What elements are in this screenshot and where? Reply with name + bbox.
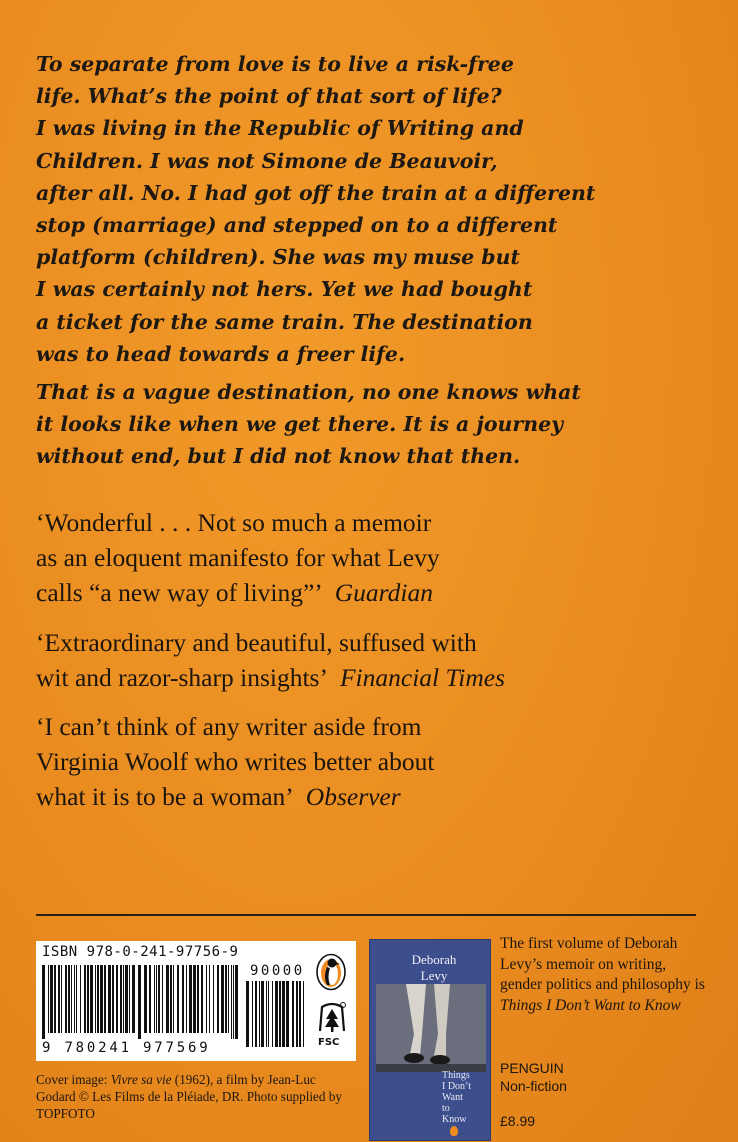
- review-financial-times: [36, 625, 636, 695]
- barcode-bar: [84, 965, 86, 1033]
- thumbnail-title-line: Know: [442, 1114, 467, 1125]
- review-line: what it is to be a woman’: [36, 782, 294, 811]
- cover-credits: [36, 1071, 356, 1123]
- excerpt-line: a ticket for the same train. The destination: [36, 309, 533, 334]
- barcode-bar: [54, 965, 56, 1033]
- barcode-bar: [120, 965, 122, 1033]
- credits-prefix: Cover image:: [36, 1072, 111, 1087]
- excerpt-line: without end, but I did not know that then.: [36, 444, 521, 469]
- blurb: [500, 934, 710, 1016]
- barcode-bar: [68, 965, 70, 1033]
- barcode-bar: [58, 965, 60, 1033]
- barcode-bar: [90, 965, 93, 1033]
- barcode-bar: [95, 965, 96, 1033]
- thumbnail-penguin-icon: [450, 1126, 458, 1136]
- review-line: Virginia Woolf who writes better about: [36, 747, 435, 776]
- barcode-bar: [221, 965, 224, 1033]
- review-line: wit and razor-sharp insights’: [36, 663, 328, 692]
- divider-rule: [36, 914, 696, 916]
- barcode-bar: [268, 981, 269, 1047]
- barcode-bar: [272, 981, 273, 1047]
- barcode-bar: [108, 965, 111, 1033]
- excerpt-paragraph-2: [36, 376, 596, 473]
- barcode-bar: [61, 965, 62, 1033]
- barcode-bar: [231, 965, 232, 1039]
- barcode-bar: [292, 981, 294, 1047]
- thumbnail-author-line: Levy: [420, 968, 448, 983]
- barcode-bar: [123, 965, 124, 1033]
- barcode-bar: [286, 981, 289, 1047]
- excerpt-line: I was living in the Republic of Writing and: [36, 116, 524, 141]
- barcode-bar: [50, 965, 53, 1033]
- barcode-bar: [193, 965, 196, 1033]
- barcode-bar: [116, 965, 118, 1033]
- thumbnail-author-line: Deborah: [411, 952, 457, 967]
- legs-photo-icon: [376, 984, 486, 1072]
- barcode-bar: [170, 965, 172, 1033]
- barcode-bar: [246, 981, 249, 1047]
- review-line-last: [36, 575, 636, 610]
- barcode-panel: [36, 941, 356, 1061]
- review-line: ‘I can’t think of any writer aside from: [36, 712, 422, 741]
- barcode-bar: [213, 965, 214, 1033]
- review-source: Guardian: [334, 578, 433, 607]
- blurb-book-title: Things I Don’t Want to Know: [500, 996, 681, 1014]
- barcode-bar: [149, 965, 151, 1033]
- barcode-main-icon: [42, 965, 238, 1039]
- barcode-bar: [156, 965, 157, 1033]
- barcode-bar: [259, 981, 260, 1047]
- barcode-bar: [100, 965, 103, 1033]
- review-line: calls “a new way of living”’: [36, 578, 323, 607]
- barcode-bar: [217, 965, 219, 1033]
- barcode-bar: [182, 965, 184, 1033]
- barcode-bar: [48, 965, 49, 1033]
- barcode-bar: [209, 965, 210, 1033]
- barcode-bar: [65, 965, 67, 1033]
- review-guardian: [36, 505, 636, 610]
- review-line-last: [36, 779, 636, 814]
- barcode-bar: [132, 965, 135, 1033]
- review-line: ‘Wonderful . . . Not so much a memoir: [36, 508, 432, 537]
- barcode-addon-icon: [246, 981, 308, 1047]
- barcode-bar: [104, 965, 106, 1033]
- barcode-bar: [261, 981, 264, 1047]
- review-source: Financial Times: [339, 663, 506, 692]
- barcode-digits: 9 780241 977569: [42, 1040, 211, 1056]
- barcode-bar: [296, 981, 298, 1047]
- credits-rest: (1962), a film by Jean-Luc Godard © Les Films de la Pléiade, DR. Photo supplied by TOPFOTO: [36, 1072, 342, 1122]
- barcode-bar: [252, 981, 253, 1047]
- barcode-bar: [80, 965, 81, 1033]
- barcode-bar: [197, 965, 199, 1033]
- barcode-bar: [201, 965, 203, 1033]
- publisher-name: PENGUIN: [500, 1060, 564, 1076]
- barcode-bar: [97, 965, 99, 1033]
- price: £8.99: [500, 1113, 536, 1129]
- excerpt-line: life. What’s the point of that sort of life?: [36, 84, 502, 109]
- publisher-category: Non-fiction: [500, 1078, 567, 1094]
- publisher-block: [500, 1059, 567, 1095]
- barcode-bar: [233, 965, 234, 1039]
- barcode-bar: [71, 965, 72, 1033]
- excerpt-line: I was certainly not hers. Yet we had bought: [36, 277, 533, 302]
- thumbnail-title-line: Want: [442, 1092, 463, 1103]
- review-line-last: [36, 660, 636, 695]
- isbn-label: ISBN 978-0-241-97756-9: [42, 944, 239, 960]
- barcode-bar: [279, 981, 281, 1047]
- barcode-bar: [76, 965, 77, 1033]
- barcode-bar: [299, 981, 301, 1047]
- barcode-bar: [228, 965, 229, 1033]
- barcode-bar: [189, 965, 192, 1033]
- fsc-tree-icon: [316, 1001, 348, 1037]
- barcode-bar: [173, 965, 174, 1033]
- excerpt-line: That is a vague destination, no one knows what: [36, 380, 581, 404]
- review-line: ‘Extraordinary and beautiful, suffused with: [36, 628, 477, 657]
- barcode-bar: [42, 965, 45, 1039]
- barcode-bar: [87, 965, 89, 1033]
- review-observer: [36, 709, 636, 814]
- barcode-bar: [112, 965, 114, 1033]
- review-line: as an eloquent manifesto for what Levy: [36, 543, 440, 572]
- barcode-bar: [303, 981, 304, 1047]
- penguin-logo-icon: [315, 953, 347, 991]
- barcode-bar: [225, 965, 227, 1033]
- thumbnail-title-line: to: [442, 1103, 450, 1114]
- thumbnail-photo: [376, 984, 486, 1072]
- excerpt-line: it looks like when we get there. It is a journey: [36, 412, 564, 437]
- thumbnail-title-line: Things: [442, 1070, 470, 1081]
- barcode-bar: [282, 981, 285, 1047]
- barcode-bar: [138, 965, 141, 1039]
- fsc-label: FSC: [318, 1037, 340, 1048]
- thumbnail-title: [442, 1070, 490, 1125]
- blurb-text: The first volume of Deborah Levy’s memoir on writing, gender politics and philosophy is: [500, 935, 705, 993]
- barcode-bar: [235, 965, 238, 1039]
- barcode-bar: [186, 965, 187, 1033]
- barcode-bar: [166, 965, 169, 1033]
- barcode-bar: [129, 965, 130, 1033]
- excerpt-line: Children. I was not Simone de Beauvoir,: [36, 148, 498, 173]
- excerpt-line: stop (marriage) and stepped on to a different: [36, 213, 558, 238]
- book-thumbnail: [370, 940, 490, 1140]
- thumbnail-author: [384, 952, 484, 984]
- credits-film-title: Vivre sa vie: [110, 1072, 172, 1087]
- barcode-price-code: 90000: [250, 963, 305, 979]
- review-source: Observer: [305, 782, 401, 811]
- excerpt-line: was to head towards a freer life.: [36, 341, 406, 366]
- excerpt-line: To separate from love is to live a risk-free: [36, 52, 514, 76]
- barcode-bar: [266, 981, 267, 1047]
- barcode-bar: [206, 965, 207, 1033]
- barcode-bar: [125, 965, 128, 1033]
- excerpt-line: platform (children). She was my muse but: [36, 245, 520, 270]
- barcode-bar: [162, 965, 163, 1033]
- excerpt-line: after all. No. I had got off the train at a different: [36, 180, 596, 205]
- barcode-bar: [144, 965, 147, 1033]
- barcode-bar: [154, 965, 155, 1033]
- barcode-bar: [177, 965, 179, 1033]
- thumbnail-title-line: I Don’t: [442, 1081, 471, 1092]
- barcode-bar: [255, 981, 257, 1047]
- barcode-bar: [74, 965, 75, 1033]
- excerpt-paragraph-1: [36, 48, 596, 370]
- barcode-bar: [275, 981, 278, 1047]
- barcode-bar: [158, 965, 160, 1033]
